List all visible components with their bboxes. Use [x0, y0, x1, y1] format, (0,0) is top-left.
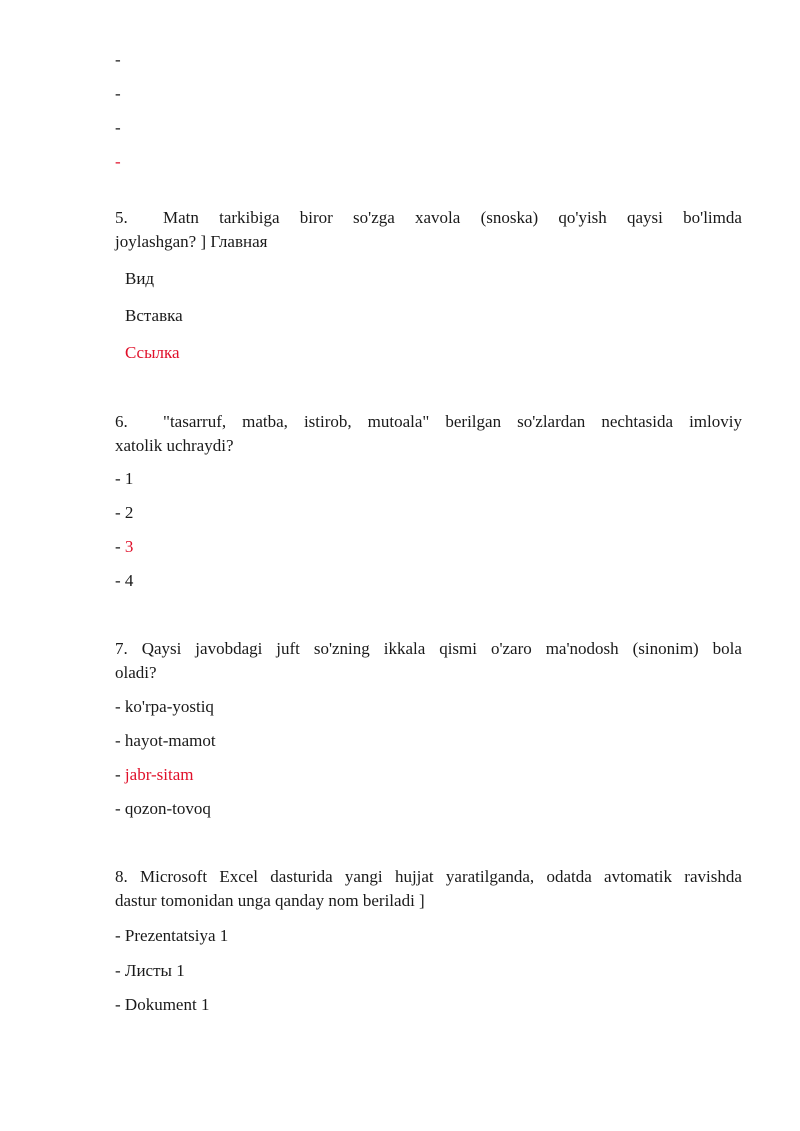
word: ravishda	[684, 867, 742, 886]
word: qaysi	[627, 208, 663, 227]
question-8-line-1	[115, 866, 742, 888]
dash-line: -	[115, 50, 121, 69]
word: ma'nodosh	[545, 639, 619, 658]
word: 8.	[115, 867, 128, 886]
option: Вставка	[125, 306, 183, 325]
word: avtomatik	[604, 867, 673, 886]
word: mutoala"	[367, 412, 430, 431]
word: yaratilganda,	[445, 867, 535, 886]
option: - 2	[115, 503, 134, 522]
option: - qozon-tovoq	[115, 799, 211, 818]
option: Вид	[125, 269, 155, 288]
word: "tasarruf,	[163, 412, 227, 431]
word: nechtasida	[601, 412, 674, 431]
question-6-line-1	[115, 411, 742, 433]
word: hujjat	[394, 867, 434, 886]
option-correct: Ссылка	[125, 343, 180, 362]
word: odatda	[546, 867, 592, 886]
question-7-line-1	[115, 638, 742, 660]
word: Microsoft	[140, 867, 208, 886]
word: biror	[299, 208, 333, 227]
word: qismi	[439, 639, 477, 658]
word: dasturida	[270, 867, 333, 886]
word: so'zning	[313, 639, 370, 658]
option: - Prezentatsiya 1	[115, 926, 229, 945]
question-5-line-1	[115, 207, 742, 229]
option: - Листы 1	[115, 961, 185, 980]
question-5-text	[163, 207, 742, 229]
word: yangi	[344, 867, 383, 886]
word: o'zaro	[490, 639, 532, 658]
question-6-text	[163, 411, 742, 433]
option: - 1	[115, 469, 134, 488]
dash-line-correct: -	[115, 152, 121, 171]
word: so'zlardan	[517, 412, 586, 431]
word: istirob,	[303, 412, 352, 431]
option-correct: - jabr-sitam	[115, 765, 194, 784]
word: tarkibiga	[219, 208, 280, 227]
word: so'zga	[353, 208, 395, 227]
question-7-line-2: oladi?	[115, 663, 157, 682]
dash-line: -	[115, 84, 121, 103]
option: - ko'rpa-yostiq	[115, 697, 214, 716]
question-5-number: 5.	[115, 208, 128, 227]
word: Qaysi	[141, 639, 182, 658]
option: - Dokument 1	[115, 995, 210, 1014]
option-correct: - 3	[115, 537, 134, 556]
question-8-line-2: dastur tomonidan unga qanday nom beriladi ]	[115, 891, 425, 910]
word: javobdagi	[195, 639, 263, 658]
word: berilgan	[445, 412, 502, 431]
word: bo'limda	[683, 208, 742, 227]
word: 7.	[115, 639, 128, 658]
word: juft	[276, 639, 300, 658]
dash-line: -	[115, 118, 121, 137]
word: Matn	[163, 208, 199, 227]
word: xavola	[415, 208, 461, 227]
word: imloviy	[689, 412, 742, 431]
question-5-line-2: joylashgan? ] Главная	[115, 232, 268, 251]
word: qo'yish	[558, 208, 607, 227]
option: - hayot-mamot	[115, 731, 216, 750]
word: matba,	[242, 412, 288, 431]
option: - 4	[115, 571, 134, 590]
word: ikkala	[383, 639, 426, 658]
word: (sinonim)	[632, 639, 699, 658]
word: bola	[712, 639, 742, 658]
question-6-number: 6.	[115, 412, 128, 431]
question-6-line-2: xatolik uchraydi?	[115, 436, 234, 455]
word: (snoska)	[480, 208, 539, 227]
word: Excel	[219, 867, 259, 886]
